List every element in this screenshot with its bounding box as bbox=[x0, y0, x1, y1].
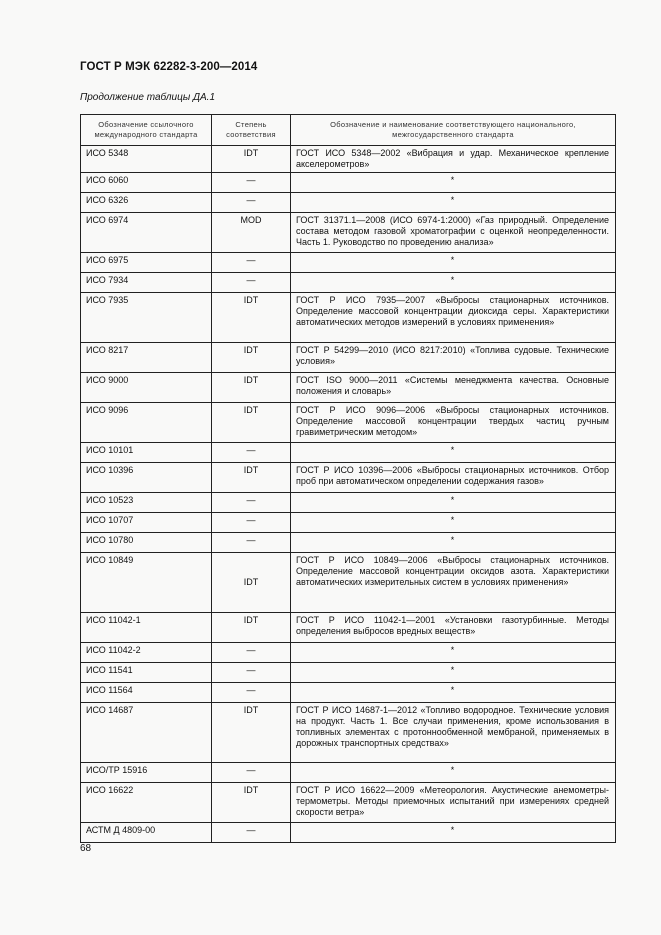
international-standard-cell: ИСО 11564 bbox=[81, 683, 212, 703]
national-standard-cell: ГОСТ Р ИСО 10396—2006 «Выбросы стационарных источников. Отбор проб при автоматическом определении содержания газов» bbox=[291, 463, 616, 493]
national-standard-cell: * bbox=[291, 513, 616, 533]
degree-cell: IDT bbox=[212, 146, 291, 173]
degree-cell: IDT bbox=[212, 463, 291, 493]
international-standard-cell: ИСО 10780 bbox=[81, 533, 212, 553]
degree-cell: IDT bbox=[212, 703, 291, 763]
degree-cell: IDT bbox=[212, 373, 291, 403]
degree-cell: MOD bbox=[212, 213, 291, 253]
degree-cell: — bbox=[212, 443, 291, 463]
table-row bbox=[81, 343, 616, 373]
table-row bbox=[81, 763, 616, 783]
national-standard-cell: * bbox=[291, 763, 616, 783]
table-row bbox=[81, 373, 616, 403]
international-standard-cell: ИСО 6974 bbox=[81, 213, 212, 253]
national-standard-cell: * bbox=[291, 683, 616, 703]
degree-cell: — bbox=[212, 513, 291, 533]
international-standard-cell: ИСО 10396 bbox=[81, 463, 212, 493]
table-row bbox=[81, 703, 616, 763]
table-row bbox=[81, 783, 616, 823]
table-row bbox=[81, 293, 616, 343]
international-standard-cell: ИСО 11541 bbox=[81, 663, 212, 683]
degree-cell: — bbox=[212, 663, 291, 683]
standards-table bbox=[80, 114, 616, 843]
table-row bbox=[81, 613, 616, 643]
table-row bbox=[81, 533, 616, 553]
national-standard-cell: * bbox=[291, 273, 616, 293]
national-standard-cell: ГОСТ Р ИСО 14687-1—2012 «Топливо водородное. Технические условия на продукт. Часть 1. Все случаи применения, кроме использования в топливных элементах с протоннообменной мембраной, применяемых в дорожных транспортных средствах» bbox=[291, 703, 616, 763]
national-standard-cell: * bbox=[291, 643, 616, 663]
national-standard-cell: * bbox=[291, 173, 616, 193]
table-row bbox=[81, 443, 616, 463]
degree-cell: — bbox=[212, 273, 291, 293]
table-row bbox=[81, 253, 616, 273]
international-standard-cell: ИСО 5348 bbox=[81, 146, 212, 173]
international-standard-cell: ИСО/ТР 15916 bbox=[81, 763, 212, 783]
degree-cell: — bbox=[212, 493, 291, 513]
table-row bbox=[81, 403, 616, 443]
degree-cell: IDT bbox=[212, 553, 291, 613]
degree-cell: IDT bbox=[212, 783, 291, 823]
degree-cell: — bbox=[212, 643, 291, 663]
national-standard-cell: ГОСТ Р ИСО 11042-1—2001 «Установки газотурбинные. Методы определения выбросов вредных веществ» bbox=[291, 613, 616, 643]
document-header: ГОСТ Р МЭК 62282-3-200—2014 bbox=[80, 61, 258, 73]
national-standard-cell: * bbox=[291, 493, 616, 513]
national-standard-cell: ГОСТ Р ИСО 10849—2006 «Выбросы стационарных источников. Определение массовой концентрации оксидов азота. Характеристики автоматических измерительных систем в условиях применения» bbox=[291, 553, 616, 613]
international-standard-cell: ИСО 7935 bbox=[81, 293, 212, 343]
table-header-row bbox=[81, 115, 616, 146]
degree-cell: IDT bbox=[212, 343, 291, 373]
table-row bbox=[81, 513, 616, 533]
international-standard-cell: ИСО 6060 bbox=[81, 173, 212, 193]
national-standard-cell: * bbox=[291, 253, 616, 273]
international-standard-cell: ИСО 11042-1 bbox=[81, 613, 212, 643]
international-standard-cell: ИСО 8217 bbox=[81, 343, 212, 373]
national-standard-cell: * bbox=[291, 663, 616, 683]
national-standard-cell: ГОСТ Р ИСО 7935—2007 «Выбросы стационарных источников. Определение массовой концентрации диоксида серы. Характеристики автоматических методов измерений в условиях применения» bbox=[291, 293, 616, 343]
degree-cell: IDT bbox=[212, 293, 291, 343]
table-row bbox=[81, 173, 616, 193]
national-standard-cell: ГОСТ 31371.1—2008 (ИСО 6974-1:2000) «Газ природный. Определение состава методом газовой хроматографии с оценкой неопределенности. Часть 1. Руководство по проведению анализа» bbox=[291, 213, 616, 253]
degree-cell: — bbox=[212, 193, 291, 213]
international-standard-cell: ИСО 10523 bbox=[81, 493, 212, 513]
table-row bbox=[81, 463, 616, 493]
national-standard-cell: * bbox=[291, 443, 616, 463]
international-standard-cell: АСТМ Д 4809-00 bbox=[81, 823, 212, 843]
table-row bbox=[81, 493, 616, 513]
national-standard-cell: ГОСТ ISO 9000—2011 «Системы менеджмента качества. Основные положения и словарь» bbox=[291, 373, 616, 403]
table-row bbox=[81, 273, 616, 293]
degree-cell: — bbox=[212, 533, 291, 553]
table-row bbox=[81, 146, 616, 173]
table-row bbox=[81, 823, 616, 843]
column-header-national-standard: Обозначение и наименование соответствующего национального, межгосударственного стандарта bbox=[291, 115, 616, 146]
international-standard-cell: ИСО 6326 bbox=[81, 193, 212, 213]
table-row bbox=[81, 643, 616, 663]
national-standard-cell: * bbox=[291, 533, 616, 553]
table-row bbox=[81, 683, 616, 703]
table-body bbox=[81, 146, 616, 843]
international-standard-cell: ИСО 14687 bbox=[81, 703, 212, 763]
national-standard-cell: * bbox=[291, 823, 616, 843]
degree-cell: — bbox=[212, 823, 291, 843]
international-standard-cell: ИСО 6975 bbox=[81, 253, 212, 273]
national-standard-cell: ГОСТ ИСО 5348—2002 «Вибрация и удар. Механическое крепление акселерометров» bbox=[291, 146, 616, 173]
degree-cell: — bbox=[212, 763, 291, 783]
column-header-international-standard: Обозначение ссылочного международного стандарта bbox=[81, 115, 212, 146]
table-caption: Продолжение таблицы ДА.1 bbox=[80, 92, 216, 103]
international-standard-cell: ИСО 10101 bbox=[81, 443, 212, 463]
degree-cell: — bbox=[212, 173, 291, 193]
international-standard-cell: ИСО 10849 bbox=[81, 553, 212, 613]
table-row bbox=[81, 193, 616, 213]
national-standard-cell: ГОСТ Р ИСО 16622—2009 «Метеорология. Акустические анемометры-термометры. Методы приемочных испытаний при измерениях средней скорости ветра» bbox=[291, 783, 616, 823]
degree-cell: — bbox=[212, 683, 291, 703]
table-row bbox=[81, 213, 616, 253]
table-row bbox=[81, 663, 616, 683]
international-standard-cell: ИСО 9000 bbox=[81, 373, 212, 403]
international-standard-cell: ИСО 10707 bbox=[81, 513, 212, 533]
column-header-degree: Степень соответствия bbox=[212, 115, 291, 146]
international-standard-cell: ИСО 9096 bbox=[81, 403, 212, 443]
international-standard-cell: ИСО 11042-2 bbox=[81, 643, 212, 663]
page-number: 68 bbox=[80, 843, 92, 854]
national-standard-cell: ГОСТ Р 54299—2010 (ИСО 8217:2010) «Топлива судовые. Технические условия» bbox=[291, 343, 616, 373]
degree-cell: — bbox=[212, 253, 291, 273]
degree-cell: IDT bbox=[212, 403, 291, 443]
national-standard-cell: * bbox=[291, 193, 616, 213]
national-standard-cell: ГОСТ Р ИСО 9096—2006 «Выбросы стационарных источников. Определение массовой концентрации твердых частиц ручным гравиметрическим методом» bbox=[291, 403, 616, 443]
table-row bbox=[81, 553, 616, 613]
international-standard-cell: ИСО 16622 bbox=[81, 783, 212, 823]
international-standard-cell: ИСО 7934 bbox=[81, 273, 212, 293]
degree-cell: IDT bbox=[212, 613, 291, 643]
